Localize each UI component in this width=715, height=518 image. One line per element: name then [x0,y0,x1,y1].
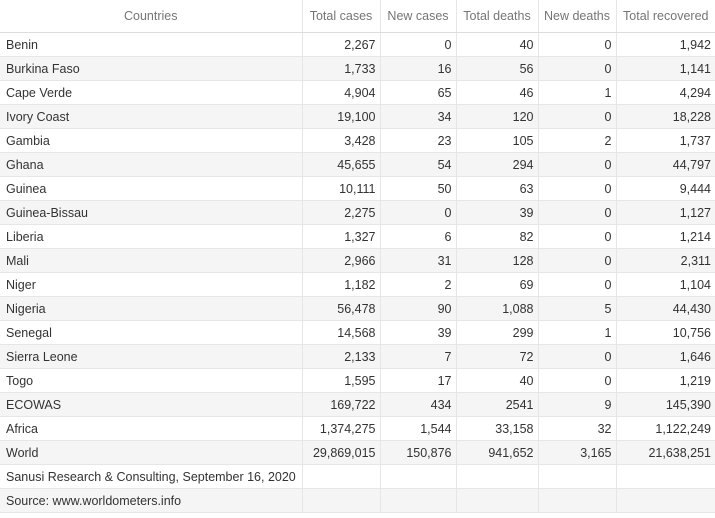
total-cases-cell: 14,568 [302,321,380,345]
total-deaths-cell: 82 [456,225,538,249]
total-cases-cell: 29,869,015 [302,441,380,465]
new-deaths-cell [538,489,616,513]
total-deaths-cell: 56 [456,57,538,81]
new-cases-cell: 0 [380,201,456,225]
total-recovered-cell: 1,214 [616,225,715,249]
new-cases-cell: 54 [380,153,456,177]
total-recovered-cell: 18,228 [616,105,715,129]
total-cases-cell: 4,904 [302,81,380,105]
total-cases-cell: 169,722 [302,393,380,417]
total-cases-cell: 10,111 [302,177,380,201]
new-cases-cell [380,489,456,513]
total-recovered-cell: 1,104 [616,273,715,297]
header-row [0,0,715,33]
new-deaths-cell: 0 [538,249,616,273]
new-cases-cell: 7 [380,345,456,369]
country-cell: ECOWAS [0,393,302,417]
total-cases-cell [302,489,380,513]
country-cell: Nigeria [0,297,302,321]
table-row [0,81,715,105]
new-deaths-cell: 5 [538,297,616,321]
new-deaths-cell: 0 [538,201,616,225]
table-row [0,489,715,513]
table-row [0,273,715,297]
total-deaths-cell: 40 [456,33,538,57]
total-deaths-cell: 69 [456,273,538,297]
table-row [0,465,715,489]
header-total-recovered: Total recovered [616,0,715,33]
new-deaths-cell: 1 [538,321,616,345]
new-cases-cell: 31 [380,249,456,273]
country-cell: Mali [0,249,302,273]
total-cases-cell: 2,275 [302,201,380,225]
new-cases-cell: 34 [380,105,456,129]
new-deaths-cell: 0 [538,345,616,369]
header-new-cases: New cases [380,0,456,33]
country-cell: Guinea-Bissau [0,201,302,225]
total-deaths-cell: 105 [456,129,538,153]
total-deaths-cell [456,465,538,489]
country-cell: Benin [0,33,302,57]
new-deaths-cell: 3,165 [538,441,616,465]
total-recovered-cell: 4,294 [616,81,715,105]
country-cell: Togo [0,369,302,393]
table-row [0,177,715,201]
new-deaths-cell: 9 [538,393,616,417]
total-recovered-cell: 1,737 [616,129,715,153]
new-cases-cell: 2 [380,273,456,297]
total-cases-cell: 1,595 [302,369,380,393]
total-recovered-cell [616,465,715,489]
new-cases-cell: 6 [380,225,456,249]
total-deaths-cell: 294 [456,153,538,177]
total-cases-cell: 2,133 [302,345,380,369]
new-deaths-cell: 1 [538,81,616,105]
new-deaths-cell: 0 [538,153,616,177]
total-recovered-cell: 1,646 [616,345,715,369]
total-cases-cell: 1,182 [302,273,380,297]
new-deaths-cell: 2 [538,129,616,153]
total-recovered-cell: 1,127 [616,201,715,225]
new-cases-cell: 150,876 [380,441,456,465]
new-cases-cell: 90 [380,297,456,321]
total-cases-cell [302,465,380,489]
table-row [0,57,715,81]
total-deaths-cell: 299 [456,321,538,345]
table-row [0,153,715,177]
new-deaths-cell: 0 [538,33,616,57]
country-cell: Niger [0,273,302,297]
table-row [0,441,715,465]
total-recovered-cell [616,489,715,513]
total-deaths-cell: 120 [456,105,538,129]
new-cases-cell: 23 [380,129,456,153]
new-deaths-cell: 0 [538,105,616,129]
country-cell: Sierra Leone [0,345,302,369]
total-recovered-cell: 145,390 [616,393,715,417]
total-deaths-cell: 1,088 [456,297,538,321]
table-row [0,297,715,321]
country-cell: World [0,441,302,465]
new-deaths-cell: 0 [538,57,616,81]
total-cases-cell: 45,655 [302,153,380,177]
table-row [0,201,715,225]
table-row [0,345,715,369]
total-cases-cell: 3,428 [302,129,380,153]
new-cases-cell: 0 [380,33,456,57]
country-cell: Liberia [0,225,302,249]
new-cases-cell: 50 [380,177,456,201]
table-row [0,321,715,345]
table-row [0,105,715,129]
new-deaths-cell [538,465,616,489]
header-total-cases: Total cases [302,0,380,33]
total-recovered-cell: 1,219 [616,369,715,393]
total-deaths-cell: 2541 [456,393,538,417]
country-cell: Source: www.worldometers.info [0,489,302,513]
new-cases-cell: 39 [380,321,456,345]
country-cell: Senegal [0,321,302,345]
new-deaths-cell: 0 [538,177,616,201]
country-cell: Sanusi Research & Consulting, September 16, 2020 [0,465,302,489]
total-deaths-cell [456,489,538,513]
new-deaths-cell: 0 [538,225,616,249]
total-deaths-cell: 33,158 [456,417,538,441]
country-cell: Ghana [0,153,302,177]
total-cases-cell: 1,327 [302,225,380,249]
new-cases-cell: 17 [380,369,456,393]
header-countries: Countries [0,0,302,33]
table-row [0,393,715,417]
total-recovered-cell: 1,942 [616,33,715,57]
total-deaths-cell: 39 [456,201,538,225]
header-total-deaths: Total deaths [456,0,538,33]
country-cell: Burkina Faso [0,57,302,81]
total-cases-cell: 1,733 [302,57,380,81]
country-cell: Guinea [0,177,302,201]
total-recovered-cell: 1,122,249 [616,417,715,441]
total-deaths-cell: 72 [456,345,538,369]
total-cases-cell: 2,267 [302,33,380,57]
total-recovered-cell: 9,444 [616,177,715,201]
table-row [0,369,715,393]
table-row [0,249,715,273]
country-cell: Cape Verde [0,81,302,105]
header-new-deaths: New deaths [538,0,616,33]
new-cases-cell [380,465,456,489]
total-recovered-cell: 10,756 [616,321,715,345]
total-recovered-cell: 44,430 [616,297,715,321]
country-cell: Africa [0,417,302,441]
total-cases-cell: 19,100 [302,105,380,129]
new-cases-cell: 16 [380,57,456,81]
total-deaths-cell: 128 [456,249,538,273]
new-deaths-cell: 0 [538,369,616,393]
country-cell: Ivory Coast [0,105,302,129]
new-cases-cell: 65 [380,81,456,105]
total-cases-cell: 2,966 [302,249,380,273]
country-cell: Gambia [0,129,302,153]
total-cases-cell: 1,374,275 [302,417,380,441]
new-deaths-cell: 0 [538,273,616,297]
new-deaths-cell: 32 [538,417,616,441]
total-deaths-cell: 63 [456,177,538,201]
total-deaths-cell: 46 [456,81,538,105]
table-row [0,129,715,153]
new-cases-cell: 434 [380,393,456,417]
table-row [0,33,715,57]
total-recovered-cell: 21,638,251 [616,441,715,465]
total-deaths-cell: 40 [456,369,538,393]
total-cases-cell: 56,478 [302,297,380,321]
table-row [0,417,715,441]
total-recovered-cell: 44,797 [616,153,715,177]
total-recovered-cell: 1,141 [616,57,715,81]
total-deaths-cell: 941,652 [456,441,538,465]
table-row [0,225,715,249]
total-recovered-cell: 2,311 [616,249,715,273]
new-cases-cell: 1,544 [380,417,456,441]
